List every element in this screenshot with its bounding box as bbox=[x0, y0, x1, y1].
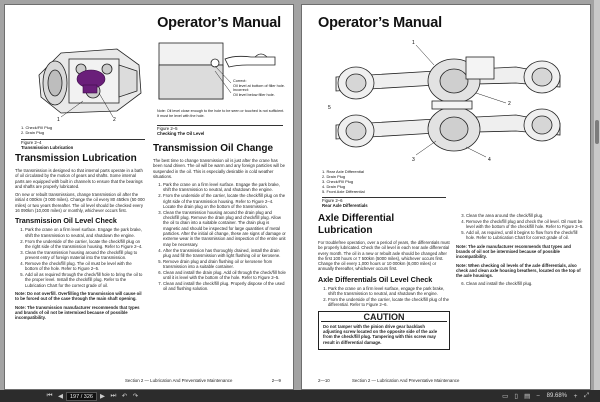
right-column bbox=[153, 141, 287, 295]
figure-caption: Figure 2–6 Rear Axle Differentials bbox=[322, 197, 446, 209]
note: Note: The transmission manufacturer recommends that types and brands of oil not be intermixed because of possible incompatibility. bbox=[15, 304, 140, 321]
legend-item: 1. Rear Axle Differential bbox=[322, 169, 364, 174]
viewer-toolbar bbox=[0, 390, 600, 402]
list-item: 4. Remove the check/fill plug and check the oil level. Oil must be level with the bottom of the check/fill hole. Refer to Figure 2–5. bbox=[466, 219, 584, 230]
full-screen-icon[interactable]: ⤢ bbox=[583, 392, 590, 399]
scrollbar-thumb[interactable] bbox=[595, 120, 599, 144]
legend-item: 1. Check/Fill Plug bbox=[21, 125, 53, 130]
zoom-level[interactable]: 89.68% bbox=[546, 393, 567, 399]
page-title: Operator’s Manual bbox=[157, 15, 281, 31]
svg-text:1: 1 bbox=[412, 40, 415, 46]
last-page-icon[interactable]: ⏭ bbox=[110, 392, 117, 399]
back-icon[interactable]: ↶ bbox=[121, 393, 128, 400]
list-item: 4. After the transmission has thoroughly drained, install the drain plug and fill the transmission with light flushing oil or kerosene. bbox=[163, 248, 287, 259]
list-item: 3. Clean the transmission housing around the drain plug and check/fill plug. Remove the drain plug and check/fill plug. Allow the oil to drain into a suitable container. The drain plug is magnetic and should be inspected for large quantities of metal particles. After the initial oil change, these are signs of damage or extreme wear in the transmission and inspection of the entire unit may be necessary. bbox=[163, 210, 287, 247]
zoom-in-icon[interactable]: + bbox=[573, 392, 578, 400]
note: Note: When checking oil levels of the axle differentials, also check and clean axle housing breathers, located on the top of the axle housings. bbox=[456, 262, 581, 279]
svg-text:2: 2 bbox=[508, 101, 511, 107]
legend-item: 2. Drain Plug bbox=[322, 174, 346, 179]
paragraph: The best time to change transmission oil is just after the crane has been road driven. The oil will be warm and any foreign particles will be suspended in the oil. This is especially desirable in cold weather situations. bbox=[153, 158, 285, 179]
section-heading: Transmission Oil Change bbox=[153, 143, 274, 154]
page-title: Operator’s Manual bbox=[318, 15, 442, 31]
caution-text: Do not tamper with the pinion drive gear backlash adjusting screw located on the opposite side of the axle from the check/fill plug. Tampering with this screw may result in differential damage. bbox=[323, 323, 438, 345]
note: Note: The axle manufacturer recommends that types and brands of oil not be intermixed because of possible incompatibility. bbox=[456, 243, 572, 260]
paragraph: On new or rebuilt transmissions, change transmission oil after the initial 4 000km (3 000 miles). Change the oil every 80 450km (50 000 miles) or two years thereafter. The oil level should be checked every 16 090km (10,000 miles) or monthly, whichever occurs first. bbox=[15, 192, 145, 214]
section-heading: Transmission Lubrication bbox=[15, 153, 137, 164]
figure-caption: Figure 2–4 Transmission Lubrication bbox=[21, 139, 145, 151]
step-list bbox=[318, 286, 450, 308]
subsection-heading: Axle Differentials Oil Level Check bbox=[318, 274, 433, 284]
right-page bbox=[301, 4, 591, 390]
figure-caption: Figure 2–5 Checking The Oil Level bbox=[157, 125, 283, 137]
continuous-icon[interactable]: ▤ bbox=[524, 393, 531, 400]
list-item: 1. Park the crane on a firm level surface. Engage the park brake, shift the transmission to neutral, and shutdown the engine. bbox=[25, 227, 145, 238]
oil-level-callouts: Correct: Oil level at bottom of filler hole. Incorrect: Oil level below filler hole. bbox=[233, 79, 285, 97]
two-page-icon[interactable]: ▯ bbox=[514, 393, 518, 400]
fit-page-icon[interactable]: ▭ bbox=[502, 393, 509, 400]
left-column bbox=[15, 151, 145, 324]
list-item: 7. Clean and install the check/fill plug. Properly dispose of the used oil and flushing solution. bbox=[163, 281, 287, 292]
svg-text:1: 1 bbox=[57, 117, 60, 123]
note: Note: Do not overfill. Overfilling the transmission will cause oil to be forced out of the case through the main shaft opening. bbox=[15, 291, 142, 302]
list-item: 3. Clean the transmission housing around the check/fill plug to prevent entry of foreign material into the transmission. bbox=[25, 250, 145, 261]
legend-item: 4. Drain Plug bbox=[322, 184, 346, 189]
list-item: 5. Add oil as required through the check/fill hole to bring the oil to the proper level. Install the check/fill plug. Refer to the Lubrication Chart for the correct grade of oil. bbox=[25, 272, 145, 288]
list-item: 1. Park the crane on a firm level surface, engage the park brake, shift the transmission to neutral, and shutdown the engine. bbox=[328, 286, 450, 297]
svg-text:5: 5 bbox=[328, 105, 331, 111]
transmission-illustration bbox=[21, 35, 153, 123]
list-item: 2. From the underside of the carrier, locate the check/fill plug of the differential. Refer to Figure 2–6. bbox=[328, 297, 450, 308]
axle-differential-illustration bbox=[316, 37, 580, 165]
list-item: 6. Clean and install the check/fill plug. bbox=[466, 281, 584, 286]
page-number: 2—9 bbox=[271, 378, 281, 383]
list-item: 2. From the underside of the carrier, locate the check/fill plug on the right side of the transmission housing. Refer to Figure 2–4. bbox=[25, 239, 145, 250]
previous-page-icon[interactable]: ◀ bbox=[58, 393, 63, 400]
figure-legend bbox=[322, 169, 442, 194]
step-list bbox=[456, 213, 584, 241]
svg-text:3: 3 bbox=[412, 157, 415, 163]
section-heading: Axle Differential Lubrication bbox=[318, 213, 395, 236]
list-item: 4. Remove the check/fill plug. The oil must be level with the bottom of the hole. Refer to Figure 2–5. bbox=[25, 261, 145, 272]
list-item: 2. From the underside of the carrier, locate the check/fill plug on the right side of the transmission housing. Refer to Figure 2–4. Locate the drain plug on the bottom of the transmission. bbox=[163, 193, 287, 209]
left-page bbox=[4, 4, 294, 390]
legend-item: 2. Drain Plug bbox=[21, 130, 45, 135]
first-page-icon[interactable]: ⏮ bbox=[46, 392, 53, 399]
list-item: 1. Park the crane on a firm level surface. Engage the park brake, shift the transmission to neutral, and shutdown the engine. bbox=[163, 182, 287, 193]
list-item: 5. Add oil, as required, until it begins to flow from the check/fill hole. Refer to Lubrication Chart for correct grade of oil. bbox=[466, 230, 584, 241]
legend-item: 5. Front Axle Differential bbox=[322, 189, 365, 194]
page-footer-section: Section 2 — Lubrication And Preventative Maintenance bbox=[125, 378, 233, 383]
subsection-heading: Transmission Oil Level Check bbox=[15, 216, 117, 226]
list-item: 3. Clean the area around the check/fill plug. bbox=[466, 213, 584, 218]
next-page-icon[interactable]: ▶ bbox=[99, 393, 105, 400]
legend-item: 3. Check/Fill Plug bbox=[322, 179, 354, 184]
zoom-out-icon[interactable]: − bbox=[536, 392, 541, 400]
vertical-scrollbar[interactable] bbox=[594, 0, 600, 390]
paragraph: The transmission is designed so that internal parts operate in a bath of oil circulated by the motion of gears and shafts. Some internal parts are equipped with built in channels to ensure that the bearings and shafts are properly lubricated. bbox=[15, 168, 143, 189]
step-list bbox=[15, 227, 145, 288]
svg-text:4: 4 bbox=[488, 157, 491, 163]
right-column bbox=[456, 213, 584, 290]
page-number-input[interactable]: 197 / 326 bbox=[66, 392, 97, 401]
list-item: 5. Remove drain plug and drain flushing oil or kerosene from transmission into a suitable container. bbox=[163, 259, 287, 270]
left-column bbox=[318, 211, 450, 350]
caution-box bbox=[318, 311, 450, 350]
page-number: 2—10 bbox=[318, 378, 330, 383]
figure-legend bbox=[21, 125, 141, 135]
svg-text:2: 2 bbox=[113, 117, 116, 123]
forward-icon[interactable]: ↷ bbox=[132, 393, 139, 400]
caution-title: CAUTION bbox=[321, 314, 447, 322]
step-list bbox=[153, 182, 287, 292]
page-footer-section: Section 2 — Lubrication And Preventative Maintenance bbox=[352, 378, 460, 383]
step-list bbox=[456, 281, 584, 286]
list-item: 6. Clean and install the drain plug. Add oil through the check/fill hole until it is level with the bottom of the hole. Refer to Figure 2–5. bbox=[163, 270, 287, 281]
figure-note: Note: Oil level close enough to the hole to be seen or touched is not sufficient. It must be level with the hole. bbox=[157, 109, 285, 118]
paragraph: For troublefree operation, over a period of years, the differentials must be properly lubricated. Check the oil level in each rear axle differential every month. The oil in a new or rebuilt axle should be changed after the first 100 hours or 7 500km (5000 miles), whichever occurs first. Change the oil every 1,000 hours or 10 000km (6,000 miles) or annually thereafter, whichever occurs first. bbox=[318, 240, 450, 272]
